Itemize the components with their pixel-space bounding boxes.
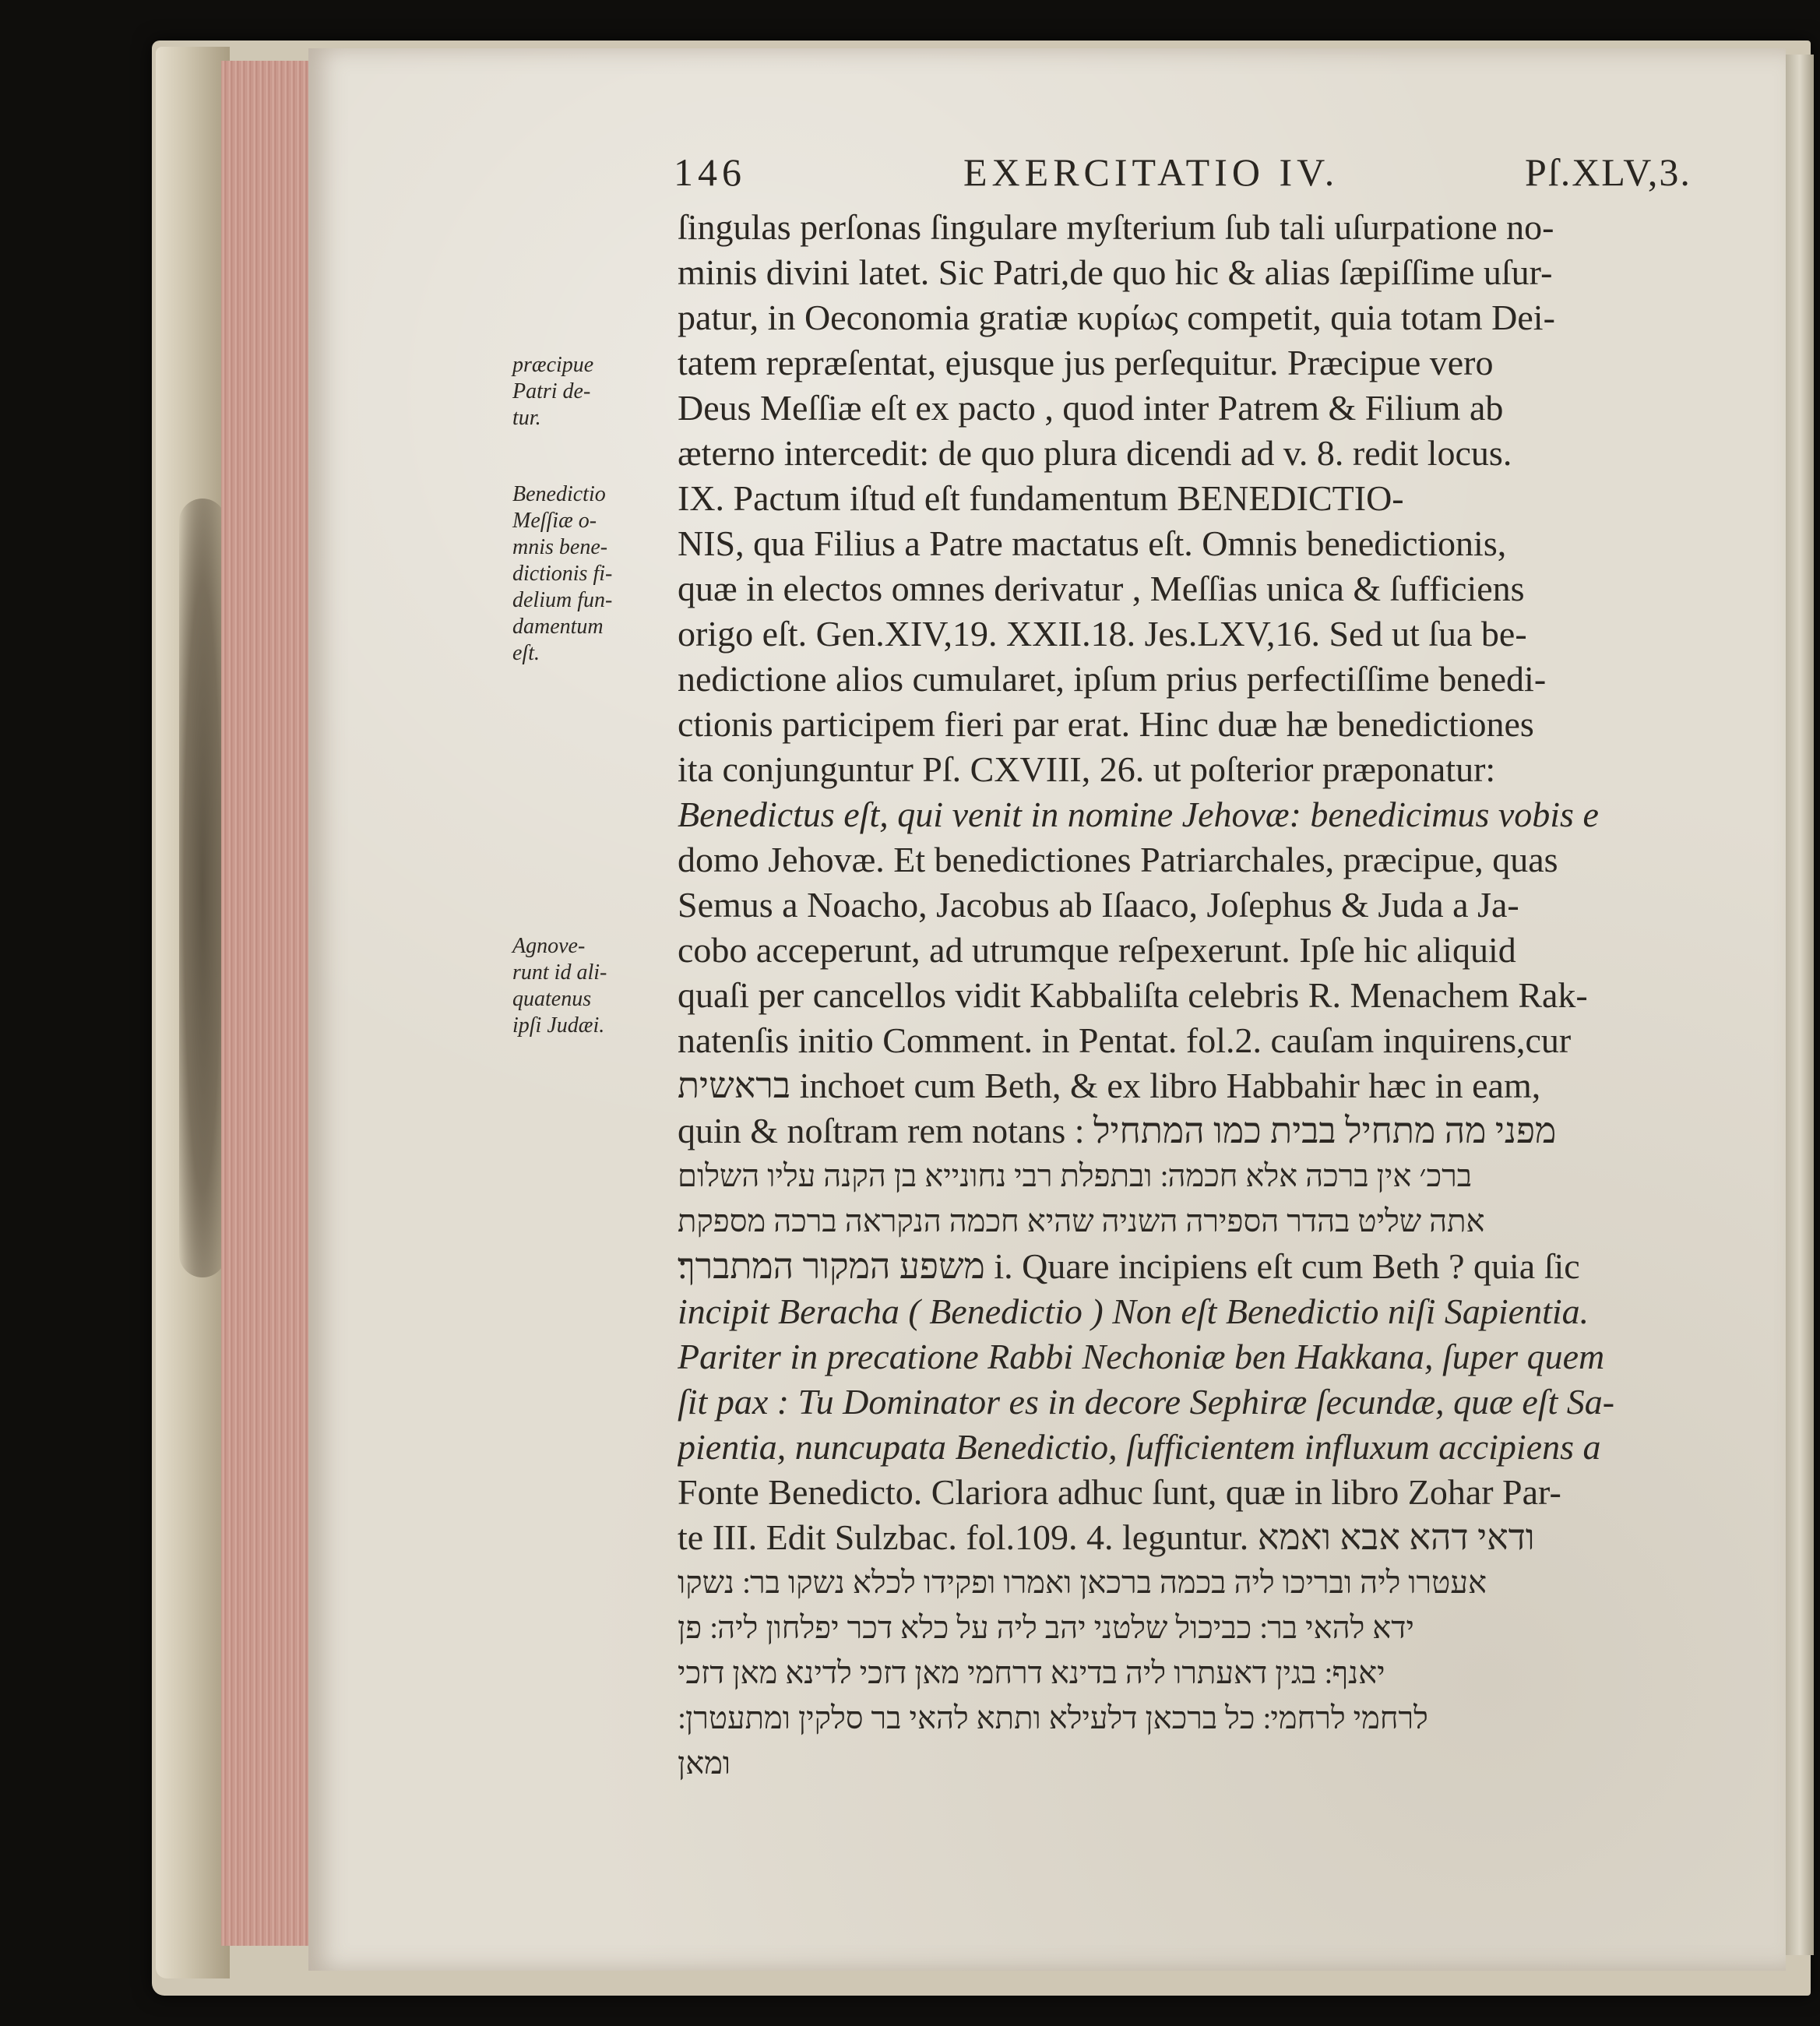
body-line: natenſis initio Comment. in Pentat. fol.2. cauſam inquirens,cur <box>678 1020 1572 1060</box>
body-line: Fonte Benedicto. Clariora adhuc ſunt, quæ in libro Zohar Par- <box>678 1472 1561 1512</box>
next-page-edge <box>1786 55 1814 1955</box>
body-line: בראשית inchoet cum Beth, & ex libro Habbahir hæc in eam, <box>678 1066 1541 1105</box>
body-line: NIS, qua Filius a Patre mactatus eſt. Omnis benedictionis, <box>678 523 1507 563</box>
page-number: 146 <box>674 150 746 194</box>
hebrew-line: אתה שליט בהדר הספירה השניה שהיא חכמה הנקראה ברכה מספקת <box>678 1203 1485 1239</box>
margin-note-line: quatenus <box>512 987 592 1011</box>
body-line: quin & noſtram rem notans : מפני מה מתחיל בבית כמו המתחיל <box>678 1111 1557 1150</box>
margin-note-line: eſt. <box>512 641 540 665</box>
body-line: te III. Edit Sulzbac. fol.109. 4. leguntur. ודאי דהא אבא ואמא <box>678 1517 1535 1557</box>
section-heading-line: IX. Pactum iſtud eſt fundamentum BENEDICTIO- <box>678 478 1404 518</box>
margin-note <box>512 933 668 1039</box>
header-title: EXERCITATIO IV. <box>963 150 1339 194</box>
body-line: domo Jehovæ. Et benedictiones Patriarchales, præcipue, quas <box>678 840 1558 879</box>
page-edges <box>221 61 315 1946</box>
margin-note-line: runt id ali- <box>512 960 607 985</box>
margin-note <box>512 481 668 667</box>
body-line: ſit pax : Tu Dominator es in decore Sephiræ ſecundæ, quæ eſt Sa- <box>678 1382 1615 1422</box>
body-line: quæ in electos omnes derivatur , Meſſias unica & ſufficiens <box>678 569 1525 608</box>
margin-note-line: damentum <box>512 615 604 639</box>
margin-note-line: delium fun- <box>512 588 613 612</box>
body-line: nedictione alios cumularet, ipſum prius perfectiſſime benedi- <box>678 659 1547 699</box>
body-line: Pariter in precatione Rabbi Nechoniæ ben Hakkana, ſuper quem <box>678 1337 1605 1376</box>
body-line: Deus Meſſiæ eſt ex pacto , quod inter Patrem & Filium ab <box>678 388 1504 428</box>
body-line: origo eſt. Gen.XIV,19. XXII.18. Jes.LXV,16. Sed ut ſua be- <box>678 614 1527 654</box>
hebrew-line: ידא להאי בר ׃ כביכול שלטני יהב ליה על כלא דכר יפלחון ליה ׃ פן <box>678 1610 1415 1645</box>
hebrew-line: ברכ׳ אין ברכה אלא חכמה ׃ ובתפלת רבי נחונייא בן הקנה עליו השלום <box>678 1158 1473 1193</box>
body-line: cobo acceperunt, ad utrumque reſpexerunt. Ipſe hic aliquid <box>678 930 1516 970</box>
margin-note-line: præcipue <box>512 353 594 377</box>
body-line: æterno intercedit: de quo plura dicendi ad v. 8. redit locus. <box>678 433 1512 473</box>
margin-note-line: Meſſiæ o- <box>512 509 597 533</box>
body-line: tatem repræſentat, ejusque jus perſequitur. Præcipue vero <box>678 343 1494 382</box>
margin-note <box>512 352 668 432</box>
body-line: ita conjunguntur Pſ. CXVIII, 26. ut poſterior præponatur: <box>678 749 1496 789</box>
body-line: pientia, nuncupata Benedictio, ſufficientem influxum accipiens a <box>678 1427 1601 1467</box>
body-line: ctionis participem fieri par erat. Hinc duæ hæ benedictiones <box>678 704 1534 744</box>
margin-note-line: dictionis fi- <box>512 562 613 586</box>
hebrew-line: אעטרו ליה ובריכו ליה בכמה ברכאן ואמרו ופקידו לכלא נשקו בר ׃ נשקו <box>678 1565 1487 1600</box>
body-line: ſingulas perſonas ſingulare myſterium ſub tali uſurpatione no- <box>678 207 1554 247</box>
body-line: patur, in Oeconomia gratiæ κυρίως competit, quia totam Dei- <box>678 298 1555 337</box>
margin-note-line: tur. <box>512 406 541 430</box>
binding-stain <box>179 499 226 1277</box>
margin-note-line: Agnove- <box>512 934 586 958</box>
body-line: quaſi per cancellos vidit Kabbaliſta celebris R. Menachem Rak- <box>678 975 1588 1015</box>
body-line: Benedictus eſt, qui venit in nomine Jehovæ: benedicimus vobis e <box>678 795 1599 834</box>
margin-note-line: ipſi Judæi. <box>512 1013 605 1038</box>
body-line: משפע המקור המתברך׃ i. Quare incipiens eſt cum Beth ? quia ſic <box>678 1246 1580 1286</box>
hebrew-line: לרחמי לרחמי ׃ כל ברכאן דלעילא ותתא להאי בר סלקין ומתעטרן ׃ <box>678 1700 1428 1735</box>
header-reference: Pſ.XLV,3. <box>1525 150 1692 194</box>
body-line: Semus a Noacho, Jacobus ab Iſaaco, Joſephus & Juda a Ja- <box>678 885 1519 925</box>
hebrew-line: ומאן <box>678 1746 731 1781</box>
body-line: incipit Beracha ( Benedictio ) Non eſt Benedictio niſi Sapientia. <box>678 1291 1589 1331</box>
body-line: minis divini latet. Sic Patri,de quo hic & alias ſæpiſſime uſur- <box>678 252 1553 292</box>
running-header <box>674 150 1803 196</box>
margin-note-line: mnis bene- <box>512 535 608 559</box>
margin-note-line: Patri de- <box>512 379 591 403</box>
hebrew-line: יאנף ׃ בגין דאעתרו ליה בדינא דרחמי מאן דזכי לדינא מאן דזכי <box>678 1655 1385 1690</box>
margin-note-line: Benedictio <box>512 482 606 506</box>
